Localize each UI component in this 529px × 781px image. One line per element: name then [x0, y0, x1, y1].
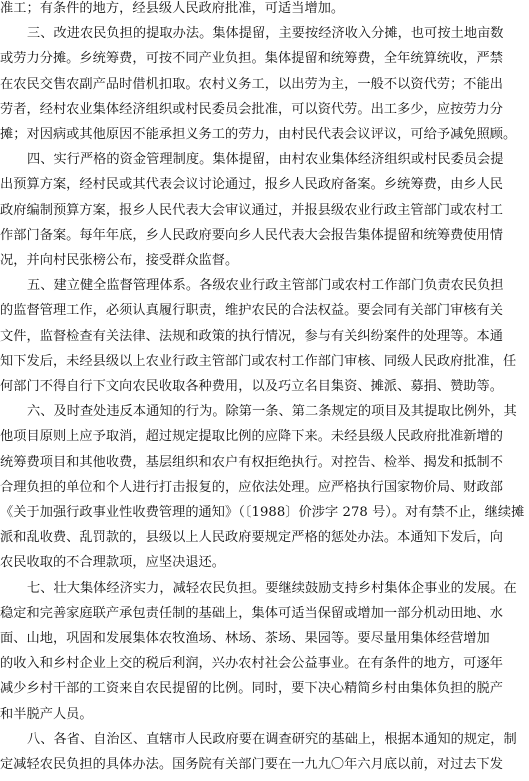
text-line: 的收入和乡村企业上交的税后利润，兴办农村社会公益事业。在有条件的地方，可逐年	[0, 656, 504, 672]
text-line: 在农民交售农副产品时借机扣取。农村义务工，以出劳为主，一般不以资代劳；不能出	[0, 76, 504, 92]
text-line: 和半脱产人员。	[0, 706, 93, 722]
text-line: 派和乱收费、乱罚款的，县级以上人民政府要规定严格的惩处办法。本通知下发后，向	[0, 530, 504, 546]
text-line: 他项目原则上应予取消，超过规定提取比例的应降下来。未经县级人民政府批准新增的	[0, 429, 504, 445]
text-line: 何部门不得自行下文向农民收取各种费用，以及巧立名目集资、摊派、募捐、赞助等。	[0, 379, 504, 394]
text-line: 农民收取的不合理款项，应坚决退还。	[0, 555, 226, 571]
text-line: 七、壮大集体经济实力，减轻农民负担。要继续鼓励支持乡村集体企事业的发展。在	[27, 580, 517, 596]
text-line: 统筹费项目和其他收费，基层组织和农户有权拒绝执行。对控告、检举、揭发和抵制不	[0, 454, 504, 470]
text-line: 四、实行严格的资金管理制度。集体提留，由村农业集体经济组织或村民委员会提	[27, 152, 504, 168]
text-line: 或劳力分摊。乡统筹费，可按不同产业负担。集体提留和统筹费，全年统算统收，严禁	[0, 51, 504, 67]
text-line: 三、改进农民负担的提取办法。集体提留，主要按经济收入分摊，也可按土地亩数	[27, 26, 504, 42]
text-line: 的监督管理工作，必须认真履行职责，维护农民的合法权益。要会同有关部门审核有关	[0, 303, 504, 319]
text-line: 面、山地，巩固和发展集体农牧渔场、林场、茶场、果园等。要尽量用集体经营增加	[0, 631, 490, 646]
text-line: 定减轻农民负担的具体办法。国务院有关部门要在一九九〇年六月底以前，对过去下发	[0, 757, 504, 772]
text-line: 政府编制预算方案，报乡人民代表大会审议通过，并报县级农业行政主管部门或农村工	[0, 202, 504, 218]
text-line: 减少乡村干部的工资来自农民提留的比例。同时，要下决心精简乡村由集体负担的脱产	[0, 681, 504, 697]
text-line: 稳定和完善家庭联产承包责任制的基础上，集体可适当保留或增加一部分机动田地、水	[0, 605, 504, 621]
text-line: 出预算方案，经村民或其代表会议讨论通过，报乡人民政府备案。乡统筹费，由乡人民	[0, 177, 504, 193]
text-line: 准工；有条件的地方，经县级人民政府批准，可适当增加。	[0, 1, 345, 16]
text-line: 《关于加强行政事业性收费管理的通知》（〔1988〕价涉字 278 号）。对有禁不止，继续摊	[0, 505, 525, 520]
text-line: 六、及时查处违反本通知的行为。除第一条、第二条规定的项目及其提取比例外，其	[27, 404, 517, 420]
text-line: 知下发后，未经县级以上农业行政主管部门或农村工作部门审核、同级人民政府批准，任	[0, 353, 517, 369]
text-line: 摊；对因病或其他原因不能承担义务工的劳力，由村民代表会议评议，可给予减免照顾。	[0, 127, 517, 142]
text-line: 合理负担的单位和个人进行打击报复的，应依法处理。应严格执行国家物价局、财政部	[0, 479, 504, 495]
text-line: 况，并向村民张榜公布，接受群众监督。	[0, 253, 239, 268]
text-line: 五、建立健全监督管理体系。各级农业行政主管部门或农村工作部门负责农民负担	[27, 278, 504, 294]
text-line: 作部门备案。每年年底，乡人民政府要向乡人民代表大会报告集体提留和统筹费使用情	[0, 227, 504, 243]
text-line: 劳者，经村农业集体经济组织或村民委员会批准，可以资代劳。出工多少，应按劳力分	[0, 101, 504, 117]
text-line: 文件，监督检查有关法律、法规和政策的执行情况，参与有关纠纷案件的处理等。本通	[0, 328, 504, 344]
text-line: 八、各省、自治区、直辖市人民政府要在调查研究的基础上，根据本通知的规定，制	[27, 731, 517, 747]
